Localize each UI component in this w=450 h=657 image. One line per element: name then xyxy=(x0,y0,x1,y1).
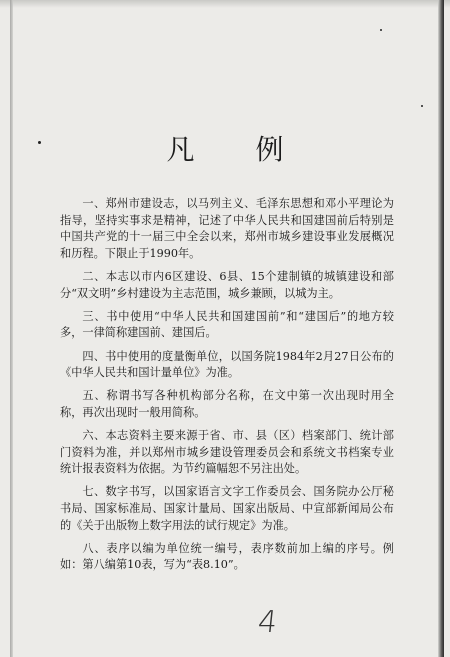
paragraph-7: 七、数字书写，以国家语言文字工作委员会、国务院办公厅秘书局、国家标准局、国家计量局、国家出版局、中宣部新闻局公布的《关于出版物上数字用法的试行规定》为准。 xyxy=(60,485,394,532)
paragraph-2: 二、本志以市内6区建设、6县、15个建制镇的城镇建设和部分“双文明”乡村建设为主志范围，城乡兼顾，以城为主。 xyxy=(60,269,394,300)
scan-edge-right xyxy=(438,0,444,657)
scan-edge-top xyxy=(0,0,450,8)
paragraph-5: 五、称谓书写各种机构部分名称，在文中第一次出现时用全称，再次出现时一般用简称。 xyxy=(60,389,394,419)
scan-speck xyxy=(380,29,382,31)
paragraph-6: 六、本志资料主要来源于省、市、县（区）档案部门、统计部门资料为准，并以郑州市城乡建设管理委员会和系统文书档案专业统计报表资料为依据。为节约篇幅恕不另注出处。 xyxy=(60,429,394,476)
scan-edge-left xyxy=(10,0,13,657)
document-body xyxy=(60,196,394,581)
paragraph-8: 八、表序以编为单位统一编号，表序数前加上编的序号。例如：第八编第10表，写为“表8.10”。 xyxy=(60,541,394,572)
paragraph-1: 一、郑州市建设志，以马列主义、毛泽东思想和邓小平理论为指导，坚持实事求是精神，记述了中华人民共和国建国前后特别是中国共产党的十一届三中全会以来，郑州市城乡建设事业发展概况和历程。下限止于1990年。 xyxy=(60,197,394,260)
paragraph-4: 四、书中使用的度量衡单位，以国务院1984年2月27日公布的《中华人民共和国计量单位》为准。 xyxy=(60,349,394,380)
paragraph-3: 三、书中使用“中华人民共和国建国前”和“建国后”的地方较多，一律简称建国前、建国后。 xyxy=(60,309,394,340)
page-title: 凡 例 xyxy=(166,133,310,166)
scan-speck xyxy=(421,105,423,107)
page-number: 4 xyxy=(256,605,279,640)
